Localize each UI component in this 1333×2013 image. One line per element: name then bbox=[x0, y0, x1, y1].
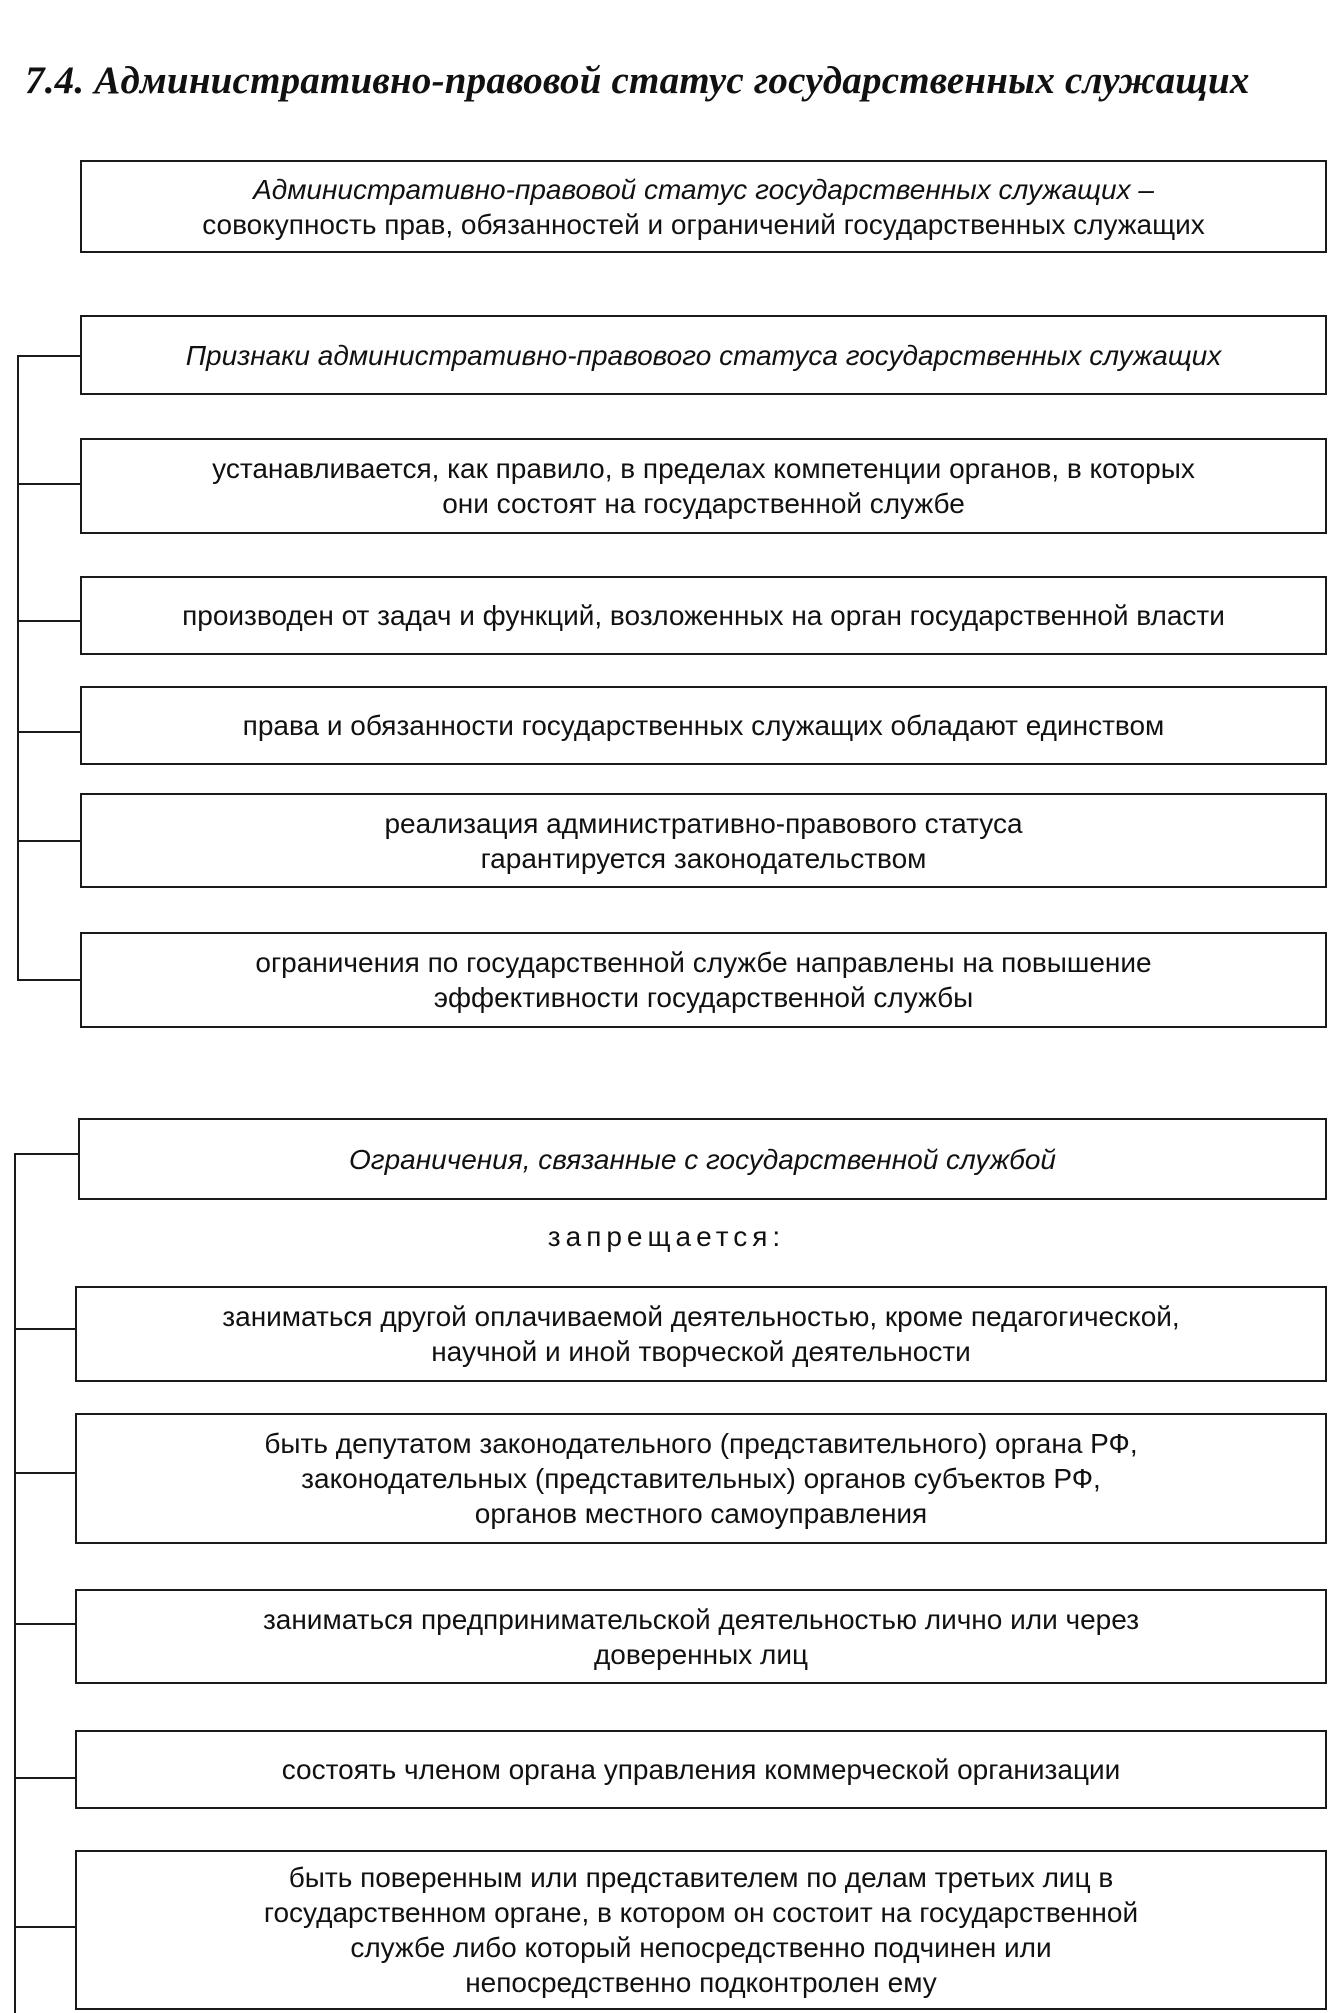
restrictions-subheader: запрещается: bbox=[547, 1221, 786, 1252]
restriction-item-1-line-1: заниматься другой оплачиваемой деятельностью, кроме педагогической, bbox=[222, 1301, 1180, 1332]
restriction-item-5-line-2: государственном органе, в котором он состоит на государственной bbox=[263, 1897, 1139, 1928]
restrictions-connector-1 bbox=[14, 1328, 76, 1330]
restriction-item-1-line-2: научной и иной творческой деятельности bbox=[431, 1336, 971, 1367]
restriction-item-3-line-1: заниматься предпринимательской деятельностью лично или через bbox=[262, 1603, 1140, 1635]
features-connector-3 bbox=[17, 731, 80, 733]
features-connector-4 bbox=[17, 840, 80, 842]
definition-line-1: Административно-правовой статус государственных служащих – bbox=[253, 173, 1154, 205]
restriction-item-3-line-2: доверенных лиц bbox=[593, 1638, 809, 1670]
restriction-item-2 bbox=[75, 1413, 1327, 1544]
feature-item-1 bbox=[80, 438, 1327, 534]
feature-item-2-line-1: производен от задач и функций, возложенных на орган государственной власти bbox=[182, 600, 1225, 631]
restriction-item-2-line-1: быть депутатом законодательного (представительного) органа РФ, bbox=[264, 1428, 1138, 1459]
restriction-item-5-line-3: службе либо который непосредственно подчинен или bbox=[350, 1932, 1052, 1963]
features-connector-5 bbox=[17, 979, 80, 981]
restriction-item-5-line-4: непосредственно подконтролен ему bbox=[465, 1967, 937, 1998]
feature-item-5 bbox=[80, 932, 1327, 1028]
feature-item-3-line-1: права и обязанности государственных служащих обладают единством bbox=[242, 710, 1165, 741]
feature-item-4-line-2: гарантируется законодательством bbox=[480, 842, 927, 874]
features-header-box bbox=[80, 315, 1327, 395]
page-title: 7.4. Административно-правовой статус государственных служащих bbox=[25, 59, 1250, 102]
feature-item-4 bbox=[80, 793, 1327, 888]
restrictions-header-text: Ограничения, связанные с государственной службой bbox=[348, 1143, 1056, 1175]
restrictions-connector-header bbox=[14, 1153, 79, 1155]
feature-item-1-line-2: они состоят на государственной службе bbox=[442, 488, 965, 519]
feature-item-5-line-1: ограничения по государственной службе направлены на повышение bbox=[255, 947, 1152, 978]
restriction-item-3 bbox=[75, 1589, 1327, 1684]
restriction-item-4 bbox=[75, 1730, 1327, 1809]
feature-item-1-line-1: устанавливается, как правило, в пределах компетенции органов, в которых bbox=[212, 453, 1195, 484]
features-header-text: Признаки административно-правового статуса государственных служащих bbox=[185, 339, 1222, 371]
features-connector-2 bbox=[17, 620, 80, 622]
restriction-item-2-line-2: законодательных (представительных) органов субъектов РФ, bbox=[301, 1463, 1101, 1494]
feature-item-2 bbox=[80, 576, 1327, 655]
restrictions-bracket-vertical bbox=[14, 1154, 16, 2013]
features-connector-header bbox=[17, 355, 82, 357]
restrictions-connector-3 bbox=[14, 1623, 76, 1625]
restriction-item-4-line-1: состоять членом органа управления коммерческой организации bbox=[281, 1754, 1121, 1785]
definition-line-2: совокупность прав, обязанностей и ограничений государственных служащих bbox=[202, 208, 1205, 240]
restriction-item-5 bbox=[75, 1850, 1327, 2010]
feature-item-3 bbox=[80, 686, 1327, 765]
restriction-item-2-line-3: органов местного самоуправления bbox=[474, 1498, 928, 1529]
restrictions-header-box bbox=[78, 1118, 1327, 1200]
restriction-item-5-line-1: быть поверенным или представителем по делам третьих лиц в bbox=[288, 1862, 1114, 1893]
restrictions-connector-4 bbox=[14, 1777, 76, 1779]
feature-item-4-line-1: реализация административно-правового статуса bbox=[384, 807, 1023, 839]
restriction-item-1 bbox=[75, 1286, 1327, 1382]
features-bracket-vertical bbox=[17, 356, 19, 980]
restrictions-connector-5 bbox=[14, 1926, 76, 1928]
features-connector-1 bbox=[17, 483, 80, 485]
definition-box bbox=[80, 160, 1327, 253]
restrictions-connector-2 bbox=[14, 1472, 76, 1474]
feature-item-5-line-2: эффективности государственной службы bbox=[433, 982, 974, 1013]
